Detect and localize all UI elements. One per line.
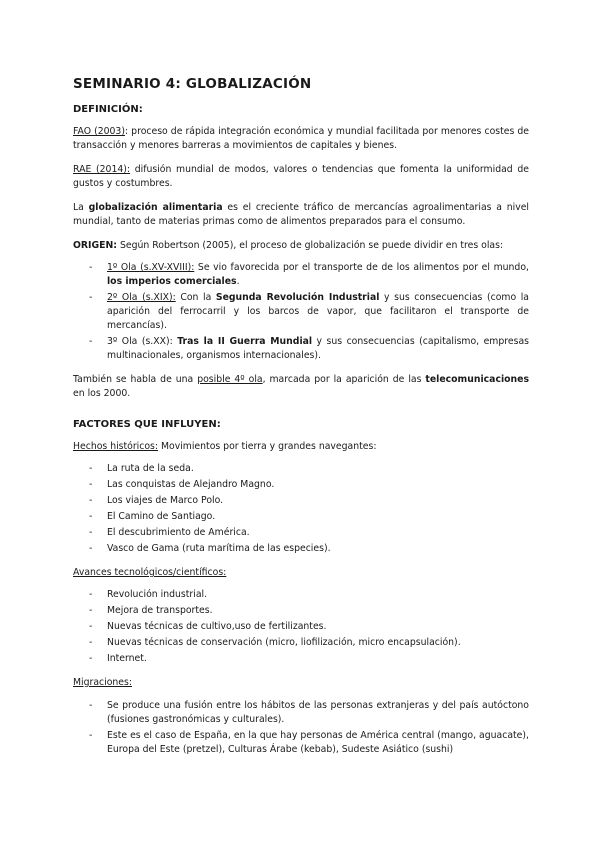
hechos-text: Movimientos por tierra y grandes navegantes:	[158, 441, 377, 452]
ga-intro: La	[73, 202, 89, 213]
ola-bold: los imperios comerciales	[107, 276, 237, 287]
list-item	[73, 604, 529, 618]
list-item	[73, 620, 529, 634]
origen-paragraph	[73, 239, 529, 253]
ola-bold: Segunda Revolución Industrial	[215, 292, 380, 303]
hechos-label: Hechos históricos:	[73, 441, 159, 452]
cuarta-post: en los 2000.	[73, 388, 131, 399]
ola-text-end: y sus consecuencias (capitalismo, empresas multinacionales, organismos internacionales).	[107, 336, 529, 361]
list-item	[73, 652, 529, 666]
list-item	[73, 494, 529, 508]
list-item	[73, 729, 529, 757]
migraciones-subheading	[73, 676, 529, 690]
globalizacion-alimentaria-paragraph	[73, 201, 529, 229]
rae-definition	[73, 163, 529, 191]
origen-label: ORIGEN:	[73, 240, 118, 251]
ga-text: es el creciente tráfico de mercancías agroalimentarias a nivel mundial, tanto de materias primas como de alimentos preparados para el consumo.	[73, 202, 529, 227]
page-title: SEMINARIO 4: GLOBALIZACIÓN	[73, 76, 312, 92]
document-page	[73, 76, 529, 767]
list-item	[73, 291, 529, 333]
list-item-text: Se produce una fusión entre los hábitos de las personas extranjeras y del país autóctono (fusiones gastronómicas y culturales).	[107, 700, 529, 725]
list-dash: -	[89, 479, 93, 490]
list-item-text: Este es el caso de España, en la que hay personas de América central (mango, aguacate), Europa del Este (pretzel), Culturas Árabe (kebab), Sudeste Asiático (sushi)	[107, 730, 529, 755]
list-item-text: Vasco de Gama (ruta marítima de las especies).	[107, 543, 331, 554]
list-item	[73, 335, 529, 363]
list-item-text: Los viajes de Marco Polo.	[107, 495, 224, 506]
list-dash: -	[89, 700, 93, 711]
list-item-text: Revolución industrial.	[107, 589, 208, 600]
cuarta-ola-paragraph	[73, 373, 529, 401]
list-dash: -	[89, 527, 93, 538]
list-dash: -	[89, 463, 93, 474]
definicion-heading: DEFINICIÓN:	[73, 104, 143, 115]
fao-definition	[73, 125, 529, 153]
list-dash: -	[89, 589, 93, 600]
ola-bold: Tras la II Guerra Mundial	[177, 336, 313, 347]
list-item-text: El descubrimiento de América.	[107, 527, 250, 538]
list-item-text: Nuevas técnicas de conservación (micro, liofilización, micro encapsulación).	[107, 637, 461, 648]
ola-text-end: .	[236, 276, 240, 287]
list-item	[73, 462, 529, 476]
list-dash: -	[89, 292, 93, 303]
list-dash: -	[89, 730, 93, 741]
list-dash: -	[89, 543, 93, 554]
ola-text-end: y sus consecuencias (como la aparición del ferrocarril y los barcos de vapor, que facilitaron el transporte de mercancías).	[107, 292, 530, 331]
cuarta-pre: También se habla de una	[73, 374, 198, 385]
ola-text: Con la	[175, 292, 216, 303]
list-dash: -	[89, 621, 93, 632]
cuarta-link: posible 4º ola	[197, 374, 263, 385]
list-dash: -	[89, 653, 93, 664]
list-item	[73, 542, 529, 556]
list-dash: -	[89, 637, 93, 648]
avances-list	[73, 588, 529, 666]
list-item	[73, 588, 529, 602]
avances-subheading	[73, 566, 529, 580]
ola-text: Se vio favorecida por el transporte de de los alimentos por el mundo,	[194, 262, 529, 273]
ola-label: 1º Ola (s.XV-XVIII):	[107, 262, 195, 273]
list-item	[73, 636, 529, 650]
migraciones-list	[73, 699, 529, 757]
list-item-text: Las conquistas de Alejandro Magno.	[107, 479, 275, 490]
list-dash: -	[89, 511, 93, 522]
list-item-text: Mejora de transportes.	[107, 605, 213, 616]
rae-text: difusión mundial de modos, valores o tendencias que fomenta la uniformidad de gustos y costumbres.	[73, 164, 529, 189]
rae-source: RAE (2014):	[73, 164, 131, 175]
list-item-text: El Camino de Santiago.	[107, 511, 216, 522]
avances-label: Avances tecnológicos/científicos:	[73, 567, 227, 578]
origen-text: Según Robertson (2005), el proceso de globalización se puede dividir en tres olas:	[117, 240, 504, 251]
list-item	[73, 526, 529, 540]
fao-source: FAO (2003)	[73, 126, 125, 137]
list-dash: -	[89, 495, 93, 506]
list-item-text: Nuevas técnicas de cultivo,uso de fertilizantes.	[107, 621, 327, 632]
cuarta-bold: telecomunicaciones	[425, 374, 529, 385]
ga-term: globalización alimentaria	[88, 202, 223, 213]
fao-text: : proceso de rápida integración económica y mundial facilitada por menores costes de transacción y menores barreras a movimientos de capitales y bienes.	[73, 126, 529, 151]
list-item	[73, 510, 529, 524]
list-dash: -	[89, 605, 93, 616]
ola-label: 2º Ola (s.XIX):	[107, 292, 176, 303]
ola-label: 3º Ola (s.XX):	[107, 336, 173, 347]
olas-list	[73, 261, 529, 363]
hechos-list	[73, 462, 529, 556]
list-item	[73, 478, 529, 492]
list-dash: -	[89, 262, 93, 273]
list-item-text: Internet.	[107, 653, 147, 664]
list-item	[73, 261, 529, 289]
list-dash: -	[89, 336, 93, 347]
hechos-subheading	[73, 440, 529, 454]
list-item-text: La ruta de la seda.	[107, 463, 194, 474]
migraciones-label: Migraciones:	[73, 677, 132, 688]
cuarta-mid: , marcada por la aparición de las	[262, 374, 426, 385]
list-item	[73, 699, 529, 727]
factores-heading: FACTORES QUE INFLUYEN:	[73, 419, 221, 430]
